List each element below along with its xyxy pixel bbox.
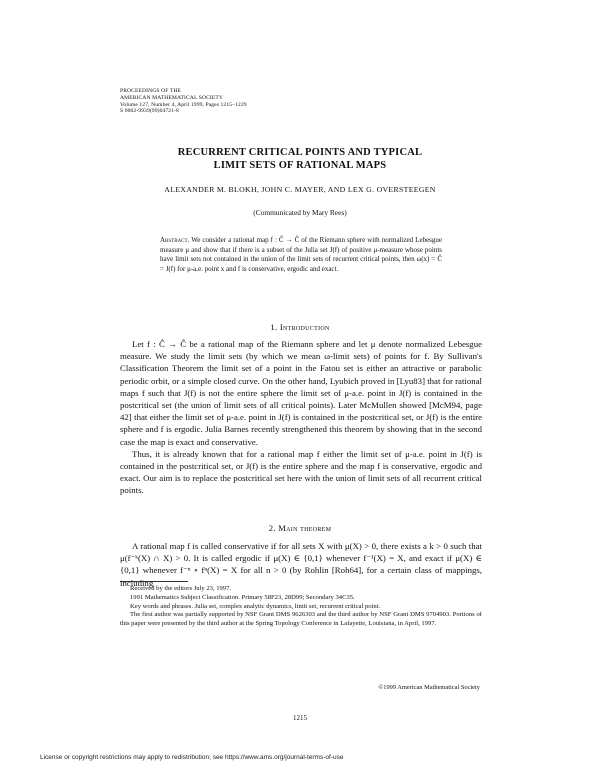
journal-name-line1: PROCEEDINGS OF THE	[120, 88, 182, 94]
section-1-paragraph-1: Let f : Ĉ → Ĉ be a rational map of the Riemann sphere and let μ denote normalized Lebesgue measure. We study the limit sets (by which we mean ω-limit sets) of points for f. By Sullivan's Classification Theorem the limit set of a point in the Fatou set is either an attractive or parabolic periodic orbit, or a simple closed curve. On the other hand, Lyubich proved in [Lyu83] that for rational maps f such that J(f) is not the entire sphere the limit set of μ-a.e. point in J(f) is contained in the postcritical set (the union of limit sets of all critical points). Later McMullen showed [McM94, page 42] that either the limit set of μ-a.e. point in J(f) is contained in the postcritical set, or J(f) is the entire sphere and f is ergodic. Julia Barnes recently strengthened this theorem by showing that in the second case the map is exact and conservative.	[120, 339, 482, 447]
communicated-by: (Communicated by Mary Rees)	[253, 208, 347, 217]
section-1-body	[120, 338, 482, 497]
footnote-keywords: Key words and phrases. Julia set, complex analytic dynamics, limit set, recurrent critical point.	[130, 602, 381, 610]
footnote-support: The first author was partially supported by NSF Grant DMS 9626303 and the third author by NSF Grant DMS 9704903. Portions of this paper were presented by the third author at the Spring Topology Conference in Lafayette, Louisiana, in April, 1997.	[120, 611, 482, 628]
title-line1: RECURRENT CRITICAL POINTS AND TYPICAL	[177, 147, 423, 158]
footnote-received: Received by the editors July 23, 1997.	[130, 585, 232, 592]
journal-name-line2: AMERICAN MATHEMATICAL SOCIETY	[120, 94, 224, 101]
section-2-title: 2. Main theorem	[268, 523, 332, 533]
abstract-label: Abstract.	[160, 236, 190, 244]
title-line2: LIMIT SETS OF RATIONAL MAPS	[213, 160, 387, 171]
copyright-notice: ©1999 American Mathematical Society	[378, 684, 480, 691]
abstract-text: We consider a rational map f : Ĉ → Ĉ of the Riemann sphere with normalized Lebesgue measure μ and show that if there is a subset of the Julia set J(f) of positive μ-measure whose points have limit sets not contained in the union of the limit sets of recurrent critical points, then ω(x) = Ĉ = J(f) for μ-a.e. point x and f is conservative, ergodic and exact.	[160, 236, 443, 273]
issn-line: S 0002-9939(99)04721-8	[120, 108, 179, 115]
section-1-paragraph-2: Thus, it is already known that for a rational map f either the limit set of μ-a.e. point in J(f) is contained in the postcritical set, or J(f) is the entire sphere and the map f is conservative, ergodic and exact. Our aim is to replace the postcritical set here with the union of limit sets of all recurrent critical points.	[120, 448, 482, 496]
page-number: 1215	[293, 714, 307, 722]
journal-header	[120, 88, 380, 115]
abstract	[160, 236, 442, 274]
footnote-msc: 1991 Mathematics Subject Classification. Primary 58F23, 28D99; Secondary 34C35.	[130, 593, 355, 601]
footnotes	[120, 585, 482, 629]
section-2-paragraph-1: A rational map f is called conservative if for all sets X with μ(X) > 0, there exists a k > 0 such that μ(f⁻ᵏ(X) ∩ X) > 0. It is called ergodic if μ(X) ∈ {0,1} whenever f⁻¹(X) = X, and exact if μ(X) ∈ {0,1} whenever f⁻ⁿ ∘ fⁿ(X) = X for all n > 0 (by Rohlin [Roh64], for a certain class of mappings, including	[120, 541, 482, 588]
footnote-rule	[120, 581, 188, 582]
volume-line: Volume 127, Number 4, April 1999, Pages 1215–1229	[120, 101, 247, 108]
section-1-title: 1. Introduction	[270, 322, 330, 332]
paper-title	[120, 146, 480, 172]
authors: ALEXANDER M. BLOKH, JOHN C. MAYER, AND LEX G. OVERSTEEGEN	[164, 185, 436, 194]
license-notice: License or copyright restrictions may apply to redistribution; see https://www.ams.org/journal-terms-of-use	[40, 754, 344, 761]
